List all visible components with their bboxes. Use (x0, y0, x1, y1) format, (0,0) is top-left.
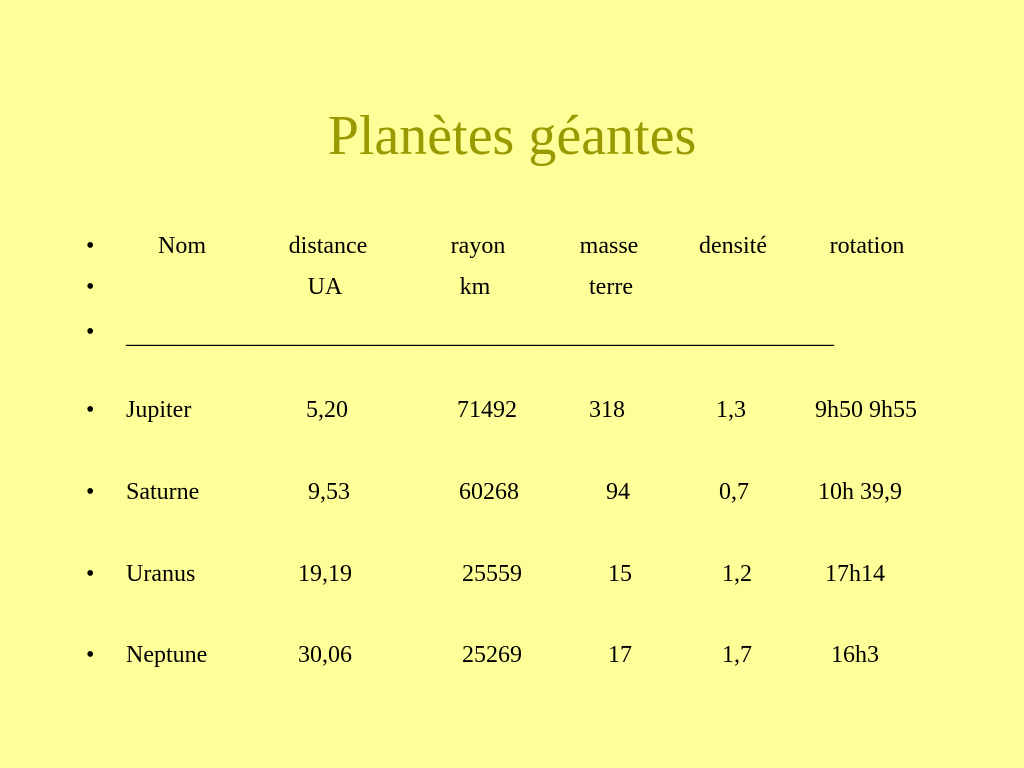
row-rayon: 25559 (462, 561, 522, 587)
unit-rayon: km (459, 274, 491, 300)
row-nom: Jupiter (126, 397, 192, 423)
row-rotation: 17h14 (825, 561, 885, 587)
header-nom: Nom (158, 233, 206, 259)
row-rayon: 71492 (457, 397, 517, 423)
header-densite: densité (699, 233, 767, 259)
row-nom: Uranus (126, 561, 196, 587)
row-masse: 17 (608, 642, 632, 668)
row-densite: 0,7 (719, 479, 749, 505)
bullet: • (86, 479, 95, 505)
slide-title: Planètes géantes (327, 105, 697, 167)
bullet: • (86, 233, 95, 259)
row-densite: 1,7 (722, 642, 752, 668)
row-masse: 15 (608, 561, 632, 587)
bullet: • (86, 397, 95, 423)
bullet: • (86, 319, 95, 345)
bullet: • (86, 561, 95, 587)
header-masse: masse (579, 233, 639, 259)
row-densite: 1,2 (722, 561, 752, 587)
header-rotation: rotation (829, 233, 905, 259)
row-distance: 5,20 (306, 397, 348, 423)
separator-line: ___________________________________________________________ (126, 323, 834, 349)
row-rotation: 9h50 9h55 (815, 397, 917, 423)
row-distance: 19,19 (298, 561, 352, 587)
header-rayon: rayon (450, 233, 506, 259)
row-masse: 94 (606, 479, 630, 505)
row-distance: 9,53 (308, 479, 350, 505)
unit-distance: UA (307, 274, 343, 300)
row-distance: 30,06 (298, 642, 352, 668)
bullet: • (86, 642, 95, 668)
row-rayon: 25269 (462, 642, 522, 668)
row-masse: 318 (589, 397, 625, 423)
bullet: • (86, 274, 95, 300)
row-rotation: 10h 39,9 (818, 479, 902, 505)
row-nom: Saturne (126, 479, 200, 505)
row-nom: Neptune (126, 642, 208, 668)
row-densite: 1,3 (716, 397, 746, 423)
header-distance: distance (288, 233, 368, 259)
row-rotation: 16h3 (831, 642, 879, 668)
unit-masse: terre (589, 274, 633, 300)
row-rayon: 60268 (459, 479, 519, 505)
